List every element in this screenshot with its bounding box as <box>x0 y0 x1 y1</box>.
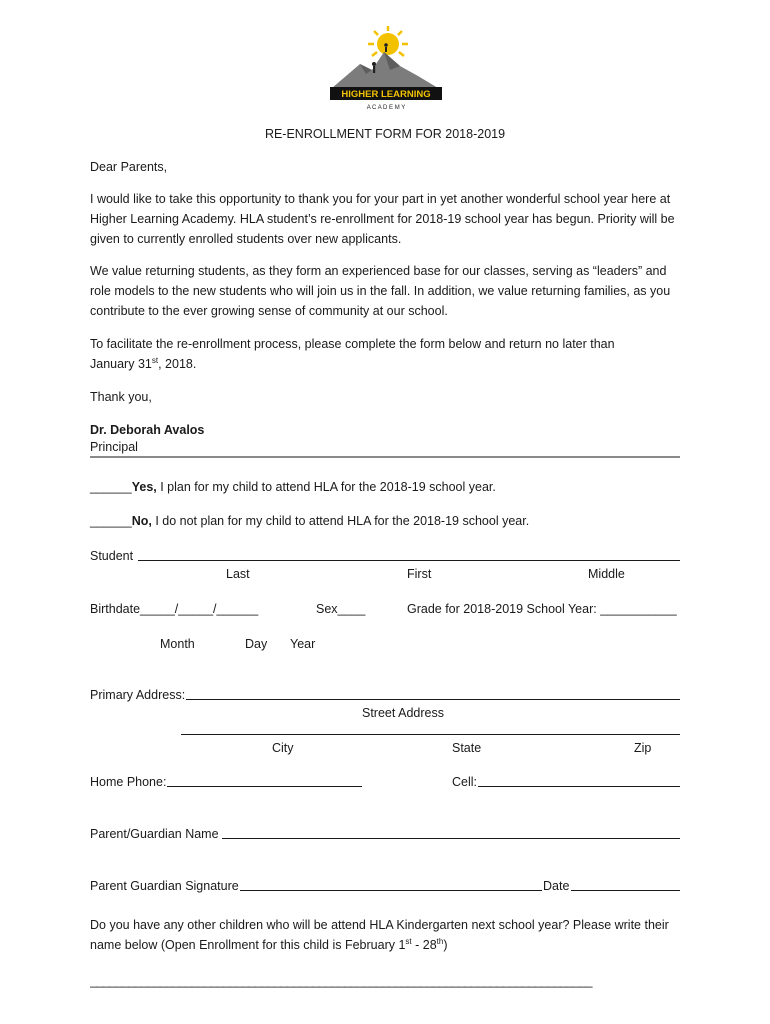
signature-field[interactable] <box>240 890 542 891</box>
logo-line2: A C A D E M Y <box>366 105 406 111</box>
state-caption: State <box>452 741 482 755</box>
birthdate-field[interactable]: Birthdate_____/_____/______ <box>90 602 259 616</box>
logo-line1: HIGHER LEARNING <box>341 89 431 100</box>
month-caption: Month <box>160 637 195 651</box>
kindergarten-question <box>90 915 670 955</box>
yes-option[interactable] <box>90 479 496 495</box>
question-text: Do you have any other children who will be attend HLA Kindergarten next school year? Please write their name below (Open Enrollment for this child is February 1 <box>90 918 669 952</box>
thank-you: Thank you, <box>90 390 152 404</box>
street-address-caption: Street Address <box>362 706 444 720</box>
sun-icon <box>368 26 408 56</box>
cell-label: Cell: <box>452 775 478 789</box>
yes-text: I plan for my child to attend HLA for the 2018-19 school year. <box>156 480 496 494</box>
yes-label: Yes, <box>131 480 157 494</box>
home-phone-field[interactable] <box>167 786 362 787</box>
no-option[interactable] <box>90 513 529 529</box>
question-end: ) <box>443 938 448 952</box>
no-label: No, <box>131 514 152 528</box>
other-children-field[interactable]: _______________________________________________________________________________ <box>90 974 592 988</box>
paragraph-2 <box>90 261 690 321</box>
day-caption: Day <box>245 637 268 651</box>
zip-caption: Zip <box>634 741 652 755</box>
signature-label: Parent Guardian Signature <box>90 879 239 893</box>
sex-field[interactable]: Sex____ <box>316 602 366 616</box>
section-divider <box>90 456 680 458</box>
paragraph-2-text: We value returning students, as they form an experienced base for our classes, serving as “leaders” and role models to the new students who will join us in the fall. In addition, we value returning families, as you contribute to the ever growing sense of community at our school. <box>90 264 671 318</box>
no-text: I do not plan for my child to attend HLA for the 2018-19 school year. <box>151 514 530 528</box>
city-state-zip-field[interactable] <box>181 734 680 735</box>
guardian-name-label: Parent/Guardian Name <box>90 827 219 841</box>
year-caption: Year <box>290 637 316 651</box>
no-blank[interactable]: ______ <box>90 514 132 528</box>
middle-name-caption: Middle <box>588 567 625 581</box>
paragraph-3-end: , 2018. <box>158 357 197 371</box>
question-mid: - 28 <box>411 938 437 952</box>
signer-title: Principal <box>90 440 138 454</box>
school-logo <box>326 26 446 112</box>
student-label: Student <box>90 549 134 563</box>
greeting: Dear Parents, <box>90 160 168 174</box>
form-title: RE-ENROLLMENT FORM FOR 2018-2019 <box>264 127 506 141</box>
guardian-name-field[interactable] <box>222 838 680 839</box>
date-field[interactable] <box>571 890 680 891</box>
paragraph-3-sup: st <box>151 355 159 365</box>
primary-address-label: Primary Address: <box>90 688 186 702</box>
question-sup-1: st <box>405 936 412 946</box>
street-address-field[interactable] <box>186 699 680 700</box>
first-name-caption: First <box>407 567 432 581</box>
question-sup-2: th <box>436 936 444 946</box>
paragraph-3-text: To facilitate the re-enrollment process, please complete the form below and return no later than January 31 <box>90 337 615 371</box>
paragraph-1-text: I would like to take this opportunity to thank you for your part in yet another wonderful school year here at Higher Learning Academy. HLA student’s re-enrollment for 2018-19 school year has begun. Priority will be given to currently enrolled students over new applicants. <box>90 192 675 246</box>
cell-phone-field[interactable] <box>478 786 680 787</box>
city-caption: City <box>272 741 294 755</box>
signer-name: Dr. Deborah Avalos <box>90 423 205 437</box>
student-name-field[interactable] <box>138 560 680 561</box>
grade-field[interactable]: Grade for 2018-2019 School Year: ___________ <box>407 602 677 616</box>
paragraph-3 <box>90 334 650 374</box>
last-name-caption: Last <box>226 567 250 581</box>
date-label: Date <box>543 879 570 893</box>
home-phone-label: Home Phone: <box>90 775 167 789</box>
yes-blank[interactable]: ______ <box>90 480 132 494</box>
paragraph-1 <box>90 189 690 249</box>
mountain-icon <box>332 52 438 88</box>
